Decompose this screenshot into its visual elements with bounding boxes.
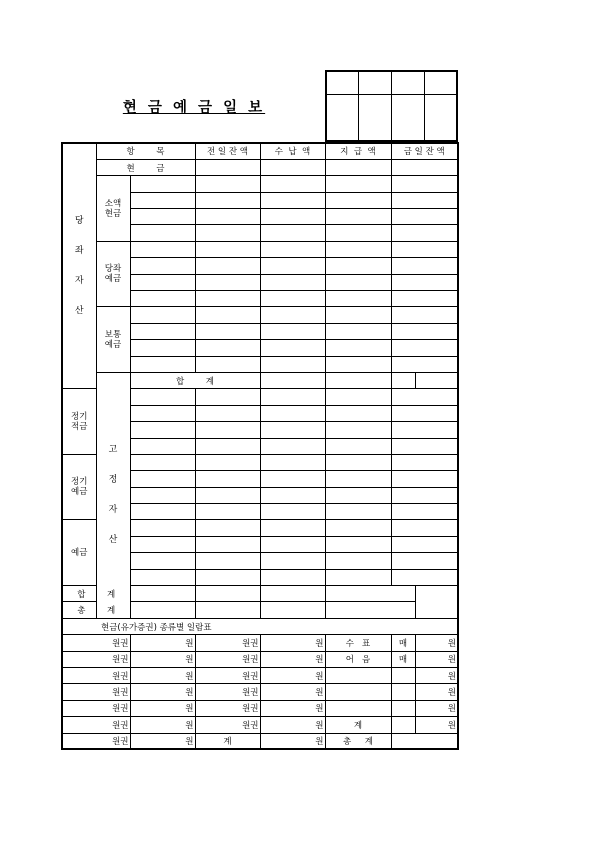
won-unit[interactable]: 원	[415, 651, 458, 667]
won-ticket-label: 원권	[62, 651, 130, 667]
header-item: 항 목	[96, 143, 195, 159]
cell[interactable]	[391, 241, 458, 257]
cell[interactable]	[391, 700, 415, 716]
fixed-assets-label	[96, 372, 130, 618]
won-unit[interactable]: 원	[260, 700, 325, 716]
cell[interactable]	[260, 258, 325, 274]
cell[interactable]	[130, 405, 195, 421]
cell[interactable]	[195, 159, 260, 175]
cell[interactable]	[325, 422, 391, 438]
cell[interactable]	[195, 389, 260, 405]
approval-sign-cell[interactable]	[358, 94, 391, 141]
cell[interactable]	[195, 471, 260, 487]
cell[interactable]	[195, 487, 260, 503]
cell[interactable]	[260, 340, 325, 356]
cell[interactable]	[130, 258, 195, 274]
approval-box	[325, 70, 458, 142]
cell[interactable]	[260, 520, 325, 536]
cell[interactable]	[130, 209, 195, 225]
cell[interactable]	[130, 586, 195, 602]
won-unit[interactable]: 원	[260, 717, 325, 733]
cell[interactable]	[325, 323, 391, 339]
cell[interactable]	[260, 159, 325, 175]
won-ticket-label: 원권	[195, 717, 260, 733]
cell[interactable]	[391, 389, 458, 405]
cell[interactable]	[260, 307, 325, 323]
cell[interactable]	[325, 504, 391, 520]
cell[interactable]	[130, 471, 195, 487]
cell[interactable]	[130, 536, 195, 552]
cell[interactable]	[260, 553, 325, 569]
denomination-title: 현금(유가증권) 종류별 일람표	[62, 618, 458, 634]
cell[interactable]	[391, 553, 458, 569]
cell[interactable]	[391, 209, 458, 225]
cell[interactable]	[260, 471, 325, 487]
cell[interactable]	[260, 602, 325, 618]
cell[interactable]	[391, 323, 458, 339]
won-unit[interactable]: 원	[130, 700, 195, 716]
cell[interactable]	[130, 422, 195, 438]
approval-sign-cell[interactable]	[424, 94, 457, 141]
cell[interactable]	[325, 372, 391, 388]
row-cash-label: 현 금	[96, 159, 195, 175]
cell[interactable]	[260, 569, 325, 585]
cell[interactable]	[325, 258, 391, 274]
cell[interactable]	[391, 487, 458, 503]
cell[interactable]	[391, 258, 458, 274]
cell[interactable]	[325, 700, 391, 716]
cell[interactable]	[195, 602, 260, 618]
note-label: 어 음	[325, 651, 391, 667]
cell[interactable]	[195, 225, 260, 241]
cell[interactable]	[325, 356, 391, 372]
cell[interactable]	[260, 586, 325, 602]
won-ticket-label: 원권	[195, 684, 260, 700]
small-cash-label: 소액 현금	[96, 176, 130, 242]
cell[interactable]	[130, 307, 195, 323]
sum-label: 계	[325, 717, 391, 733]
cell[interactable]	[195, 274, 260, 290]
cell[interactable]	[391, 422, 458, 438]
label-char: 산	[108, 535, 118, 546]
cell[interactable]	[391, 684, 415, 700]
current-assets-label	[62, 143, 96, 389]
won-unit[interactable]: 원	[260, 651, 325, 667]
cell[interactable]	[260, 176, 325, 192]
label-char: 자	[108, 505, 118, 516]
grand-total-label: 총 계	[62, 602, 130, 618]
won-unit[interactable]: 원	[130, 668, 195, 684]
cell[interactable]	[325, 602, 415, 618]
cell[interactable]	[391, 192, 458, 208]
cell[interactable]	[325, 536, 391, 552]
won-unit[interactable]: 원	[260, 668, 325, 684]
cell[interactable]	[130, 553, 195, 569]
won-unit[interactable]: 원	[130, 635, 195, 651]
cell[interactable]	[130, 241, 195, 257]
checking-label: 당좌 예금	[96, 241, 130, 307]
cell[interactable]	[195, 454, 260, 470]
approval-header-cell	[326, 71, 358, 94]
approval-header-cell	[358, 71, 391, 94]
cell[interactable]	[391, 356, 458, 372]
cell[interactable]	[325, 389, 391, 405]
cell[interactable]	[325, 586, 415, 602]
won-unit[interactable]: 원	[415, 635, 458, 651]
won-unit[interactable]: 원	[260, 733, 325, 749]
cell[interactable]	[325, 553, 391, 569]
total-label: 총 계	[325, 733, 391, 749]
cell[interactable]	[130, 192, 195, 208]
cell[interactable]	[325, 209, 391, 225]
cell[interactable]	[195, 356, 260, 372]
cell[interactable]	[195, 241, 260, 257]
cell[interactable]	[260, 192, 325, 208]
cell[interactable]	[325, 159, 391, 175]
cell[interactable]	[325, 192, 391, 208]
label-char: 좌	[74, 246, 84, 257]
cell[interactable]	[391, 717, 415, 733]
won-ticket-label: 원권	[62, 717, 130, 733]
savings-label: 보통 예금	[96, 307, 130, 373]
cell[interactable]	[130, 176, 195, 192]
cell[interactable]	[130, 438, 195, 454]
cell[interactable]	[325, 225, 391, 241]
cell[interactable]	[195, 504, 260, 520]
won-unit[interactable]: 원	[130, 684, 195, 700]
won-ticket-label: 원권	[62, 635, 130, 651]
cell[interactable]	[391, 405, 458, 421]
cell[interactable]	[391, 340, 458, 356]
label-char: 산	[74, 306, 84, 317]
cell[interactable]	[391, 569, 458, 585]
won-unit[interactable]: 원	[130, 651, 195, 667]
cell[interactable]	[260, 487, 325, 503]
cell[interactable]	[195, 438, 260, 454]
header-today-balance: 금 일 잔 액	[391, 143, 458, 159]
cell[interactable]	[260, 372, 325, 388]
cell[interactable]	[130, 454, 195, 470]
cash-report-table	[61, 142, 459, 750]
won-unit[interactable]: 원	[415, 684, 458, 700]
cell[interactable]	[260, 422, 325, 438]
document-title: 현 금 예 금 일 보	[122, 100, 266, 116]
cell[interactable]	[130, 274, 195, 290]
cell[interactable]	[195, 258, 260, 274]
won-unit[interactable]: 원	[130, 733, 195, 749]
cell[interactable]	[195, 520, 260, 536]
approval-sign-cell[interactable]	[326, 94, 358, 141]
cell[interactable]	[391, 504, 458, 520]
fixed-subtotal-label: 합 계	[62, 586, 130, 602]
won-unit[interactable]: 원	[260, 684, 325, 700]
cell[interactable]	[130, 389, 195, 405]
cell[interactable]	[260, 504, 325, 520]
cell[interactable]	[195, 569, 260, 585]
sum-label: 계	[195, 733, 260, 749]
header-prev-balance: 전 일 잔 액	[195, 143, 260, 159]
cell[interactable]	[325, 569, 391, 585]
approval-header-cell	[424, 71, 457, 94]
label-char: 당	[74, 216, 84, 227]
cell[interactable]	[260, 536, 325, 552]
cell[interactable]	[260, 389, 325, 405]
approval-sign-cell[interactable]	[391, 94, 424, 141]
cell[interactable]	[325, 291, 391, 307]
cell[interactable]	[391, 454, 458, 470]
cell[interactable]	[391, 471, 458, 487]
cell[interactable]	[195, 192, 260, 208]
won-ticket-label: 원권	[195, 635, 260, 651]
deposit-label: 예금	[62, 520, 96, 586]
won-ticket-label: 원권	[195, 700, 260, 716]
cell[interactable]	[325, 471, 391, 487]
cell[interactable]	[260, 405, 325, 421]
cell[interactable]	[325, 454, 391, 470]
cell[interactable]	[130, 504, 195, 520]
cell[interactable]	[391, 176, 458, 192]
won-ticket-label: 원권	[62, 668, 130, 684]
cell[interactable]	[325, 274, 391, 290]
won-ticket-label: 원권	[62, 733, 130, 749]
cell[interactable]	[325, 520, 391, 536]
header-payments: 지 급 액	[325, 143, 391, 159]
cell[interactable]	[260, 274, 325, 290]
cell[interactable]	[130, 225, 195, 241]
cell[interactable]	[195, 209, 260, 225]
cell[interactable]	[130, 356, 195, 372]
label-char: 정	[108, 475, 118, 486]
cell[interactable]	[391, 274, 458, 290]
cell[interactable]	[260, 209, 325, 225]
won-unit[interactable]: 원	[415, 668, 458, 684]
cell[interactable]	[325, 241, 391, 257]
total-amount[interactable]	[391, 733, 458, 749]
approval-header-cell	[391, 71, 424, 94]
cell[interactable]	[195, 340, 260, 356]
header-receipts: 수 납 액	[260, 143, 325, 159]
cell[interactable]	[391, 520, 458, 536]
cell[interactable]	[325, 307, 391, 323]
cell[interactable]	[195, 291, 260, 307]
won-ticket-label: 원권	[195, 651, 260, 667]
check-label: 수 표	[325, 635, 391, 651]
cell[interactable]	[260, 356, 325, 372]
cell[interactable]	[260, 241, 325, 257]
cell[interactable]	[195, 405, 260, 421]
cell[interactable]	[130, 291, 195, 307]
cell[interactable]	[325, 340, 391, 356]
label-char: 고	[108, 445, 118, 456]
cell[interactable]	[130, 323, 195, 339]
cell[interactable]	[260, 323, 325, 339]
cell[interactable]	[195, 307, 260, 323]
cell[interactable]	[260, 438, 325, 454]
cell[interactable]	[325, 405, 391, 421]
cell[interactable]	[130, 340, 195, 356]
cell[interactable]	[391, 372, 415, 388]
cell[interactable]	[130, 602, 195, 618]
cell[interactable]	[391, 159, 458, 175]
cell[interactable]	[195, 586, 260, 602]
cell[interactable]	[391, 307, 458, 323]
cell[interactable]	[325, 684, 391, 700]
label-char: 자	[74, 276, 84, 287]
cell[interactable]	[130, 520, 195, 536]
won-unit[interactable]: 원	[260, 635, 325, 651]
cell[interactable]	[260, 454, 325, 470]
cell[interactable]	[391, 225, 458, 241]
cell[interactable]	[195, 553, 260, 569]
cell[interactable]	[260, 225, 325, 241]
cell[interactable]	[325, 438, 391, 454]
cell[interactable]	[195, 323, 260, 339]
cell[interactable]	[325, 176, 391, 192]
installment-label: 정기 적금	[62, 389, 96, 455]
cell[interactable]	[195, 422, 260, 438]
sheets-unit[interactable]: 매	[391, 635, 415, 651]
won-ticket-label: 원권	[62, 684, 130, 700]
won-ticket-label: 원권	[195, 668, 260, 684]
time-deposit-label: 정기 예금	[62, 454, 96, 520]
won-unit[interactable]: 원	[130, 717, 195, 733]
current-subtotal-label: 합 계	[130, 372, 260, 388]
cell[interactable]	[195, 176, 260, 192]
won-unit[interactable]: 원	[415, 700, 458, 716]
cell[interactable]	[325, 487, 391, 503]
cell[interactable]	[391, 668, 415, 684]
cell[interactable]	[195, 536, 260, 552]
won-unit[interactable]: 원	[415, 717, 458, 733]
cell[interactable]	[130, 487, 195, 503]
cell[interactable]	[391, 438, 458, 454]
sheets-unit[interactable]: 매	[391, 651, 415, 667]
cell[interactable]	[415, 372, 458, 388]
cell[interactable]	[391, 291, 458, 307]
cell[interactable]	[391, 536, 458, 552]
won-ticket-label: 원권	[62, 700, 130, 716]
cell[interactable]	[260, 291, 325, 307]
cell[interactable]	[325, 668, 391, 684]
cell[interactable]	[130, 569, 195, 585]
